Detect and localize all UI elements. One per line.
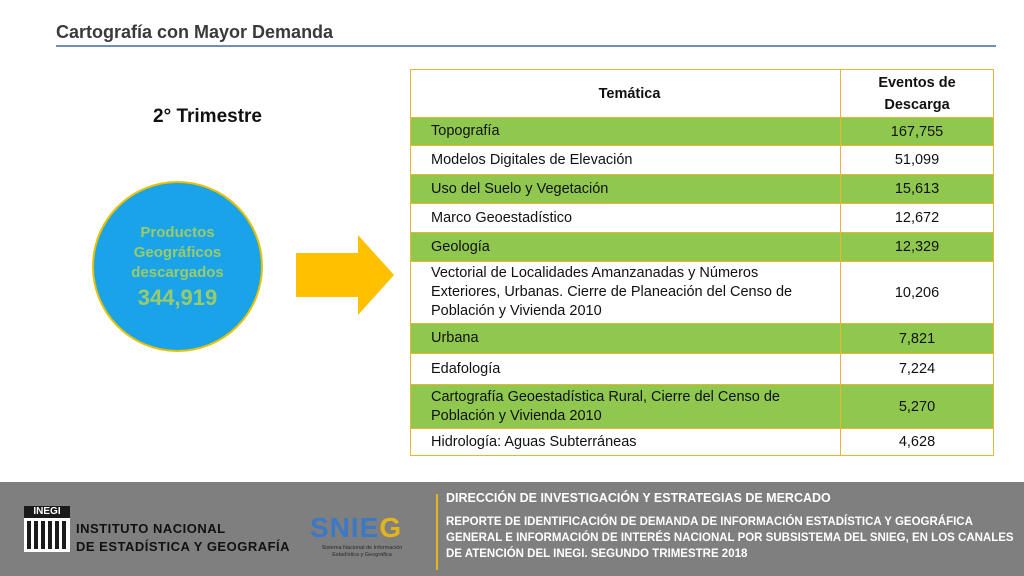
table-row bbox=[411, 204, 994, 233]
column-header-eventos: Eventos de Descarga bbox=[841, 70, 994, 118]
table-row bbox=[411, 262, 994, 324]
table-row bbox=[411, 324, 994, 354]
footer-description: REPORTE DE IDENTIFICACIÓN DE DEMANDA DE INFORMACIÓN ESTADÍSTICA Y GEOGRÁFICA GENERAL E INFORMACIÓN DE INTERÉS NACIONAL POR SUBSISTEMA DEL SNIEG, EN LOS CANALES DE ATENCIÓN DEL INEGI. SEGUNDO TRIMESTRE 2018 bbox=[446, 516, 1014, 560]
inegi-name-line: DE ESTADÍSTICA Y GEOGRAFÍA bbox=[76, 539, 291, 554]
inegi-name bbox=[76, 520, 290, 556]
summary-text-line: Productos bbox=[140, 224, 215, 241]
row-label: Vectorial de Localidades Amanzanadas y Números Exteriores, Urbanas. Cierre de Planeación del Censo de Población y Vivienda 2010 bbox=[411, 262, 841, 324]
row-value: 15,613 bbox=[841, 175, 994, 204]
row-label: Cartografía Geoestadística Rural, Cierre del Censo de Población y Vivienda 2010 bbox=[411, 385, 841, 429]
page-title: Cartografía con Mayor Demanda bbox=[56, 22, 334, 42]
row-label: Geología bbox=[411, 233, 841, 262]
row-label: Uso del Suelo y Vegetación bbox=[411, 175, 841, 204]
snieg-logo-text: SNIE bbox=[310, 512, 380, 543]
row-value: 7,224 bbox=[841, 354, 994, 385]
row-value: 10,206 bbox=[841, 262, 994, 324]
title-divider bbox=[56, 45, 996, 47]
row-value: 12,329 bbox=[841, 233, 994, 262]
summary-text bbox=[94, 223, 261, 283]
table-row bbox=[411, 233, 994, 262]
table-row bbox=[411, 146, 994, 175]
row-label: Modelos Digitales de Elevación bbox=[411, 146, 841, 175]
snieg-logo-g: G bbox=[379, 512, 403, 543]
footer-divider bbox=[436, 494, 438, 570]
row-label: Hidrología: Aguas Subterráneas bbox=[411, 429, 841, 456]
table-row bbox=[411, 354, 994, 385]
row-value: 4,628 bbox=[841, 429, 994, 456]
table-row bbox=[411, 118, 994, 146]
summary-text-line: descargados bbox=[131, 264, 224, 281]
inegi-name-line: INSTITUTO NACIONAL bbox=[76, 521, 226, 536]
inegi-logo-mark: INEGI bbox=[24, 506, 70, 518]
row-label: Urbana bbox=[411, 324, 841, 354]
inegi-logo-icon bbox=[24, 506, 70, 552]
summary-value: 344,919 bbox=[137, 285, 218, 310]
table-row bbox=[411, 429, 994, 456]
row-value: 51,099 bbox=[841, 146, 994, 175]
summary-circle bbox=[92, 181, 263, 352]
right-arrow-icon bbox=[296, 235, 396, 315]
snieg-subtitle: Sistema Nacional de Información Estadística y Geográfica bbox=[321, 545, 403, 558]
footer-heading: DIRECCIÓN DE INVESTIGACIÓN Y ESTRATEGIAS DE MERCADO bbox=[446, 491, 831, 505]
downloads-table bbox=[410, 69, 994, 456]
inegi-logo-pattern bbox=[27, 521, 67, 549]
column-header-tematica: Temática bbox=[411, 70, 841, 118]
row-label: Marco Geoestadístico bbox=[411, 204, 841, 233]
row-value: 5,270 bbox=[841, 385, 994, 429]
row-label: Edafología bbox=[411, 354, 841, 385]
row-value: 167,755 bbox=[841, 118, 994, 146]
row-value: 12,672 bbox=[841, 204, 994, 233]
row-label: Topografía bbox=[411, 118, 841, 146]
summary-text-line: Geográficos bbox=[133, 244, 222, 261]
row-value: 7,821 bbox=[841, 324, 994, 354]
table-row bbox=[411, 175, 994, 204]
quarter-label: 2° Trimestre bbox=[153, 106, 262, 127]
table-row bbox=[411, 385, 994, 429]
snieg-logo bbox=[310, 512, 402, 544]
